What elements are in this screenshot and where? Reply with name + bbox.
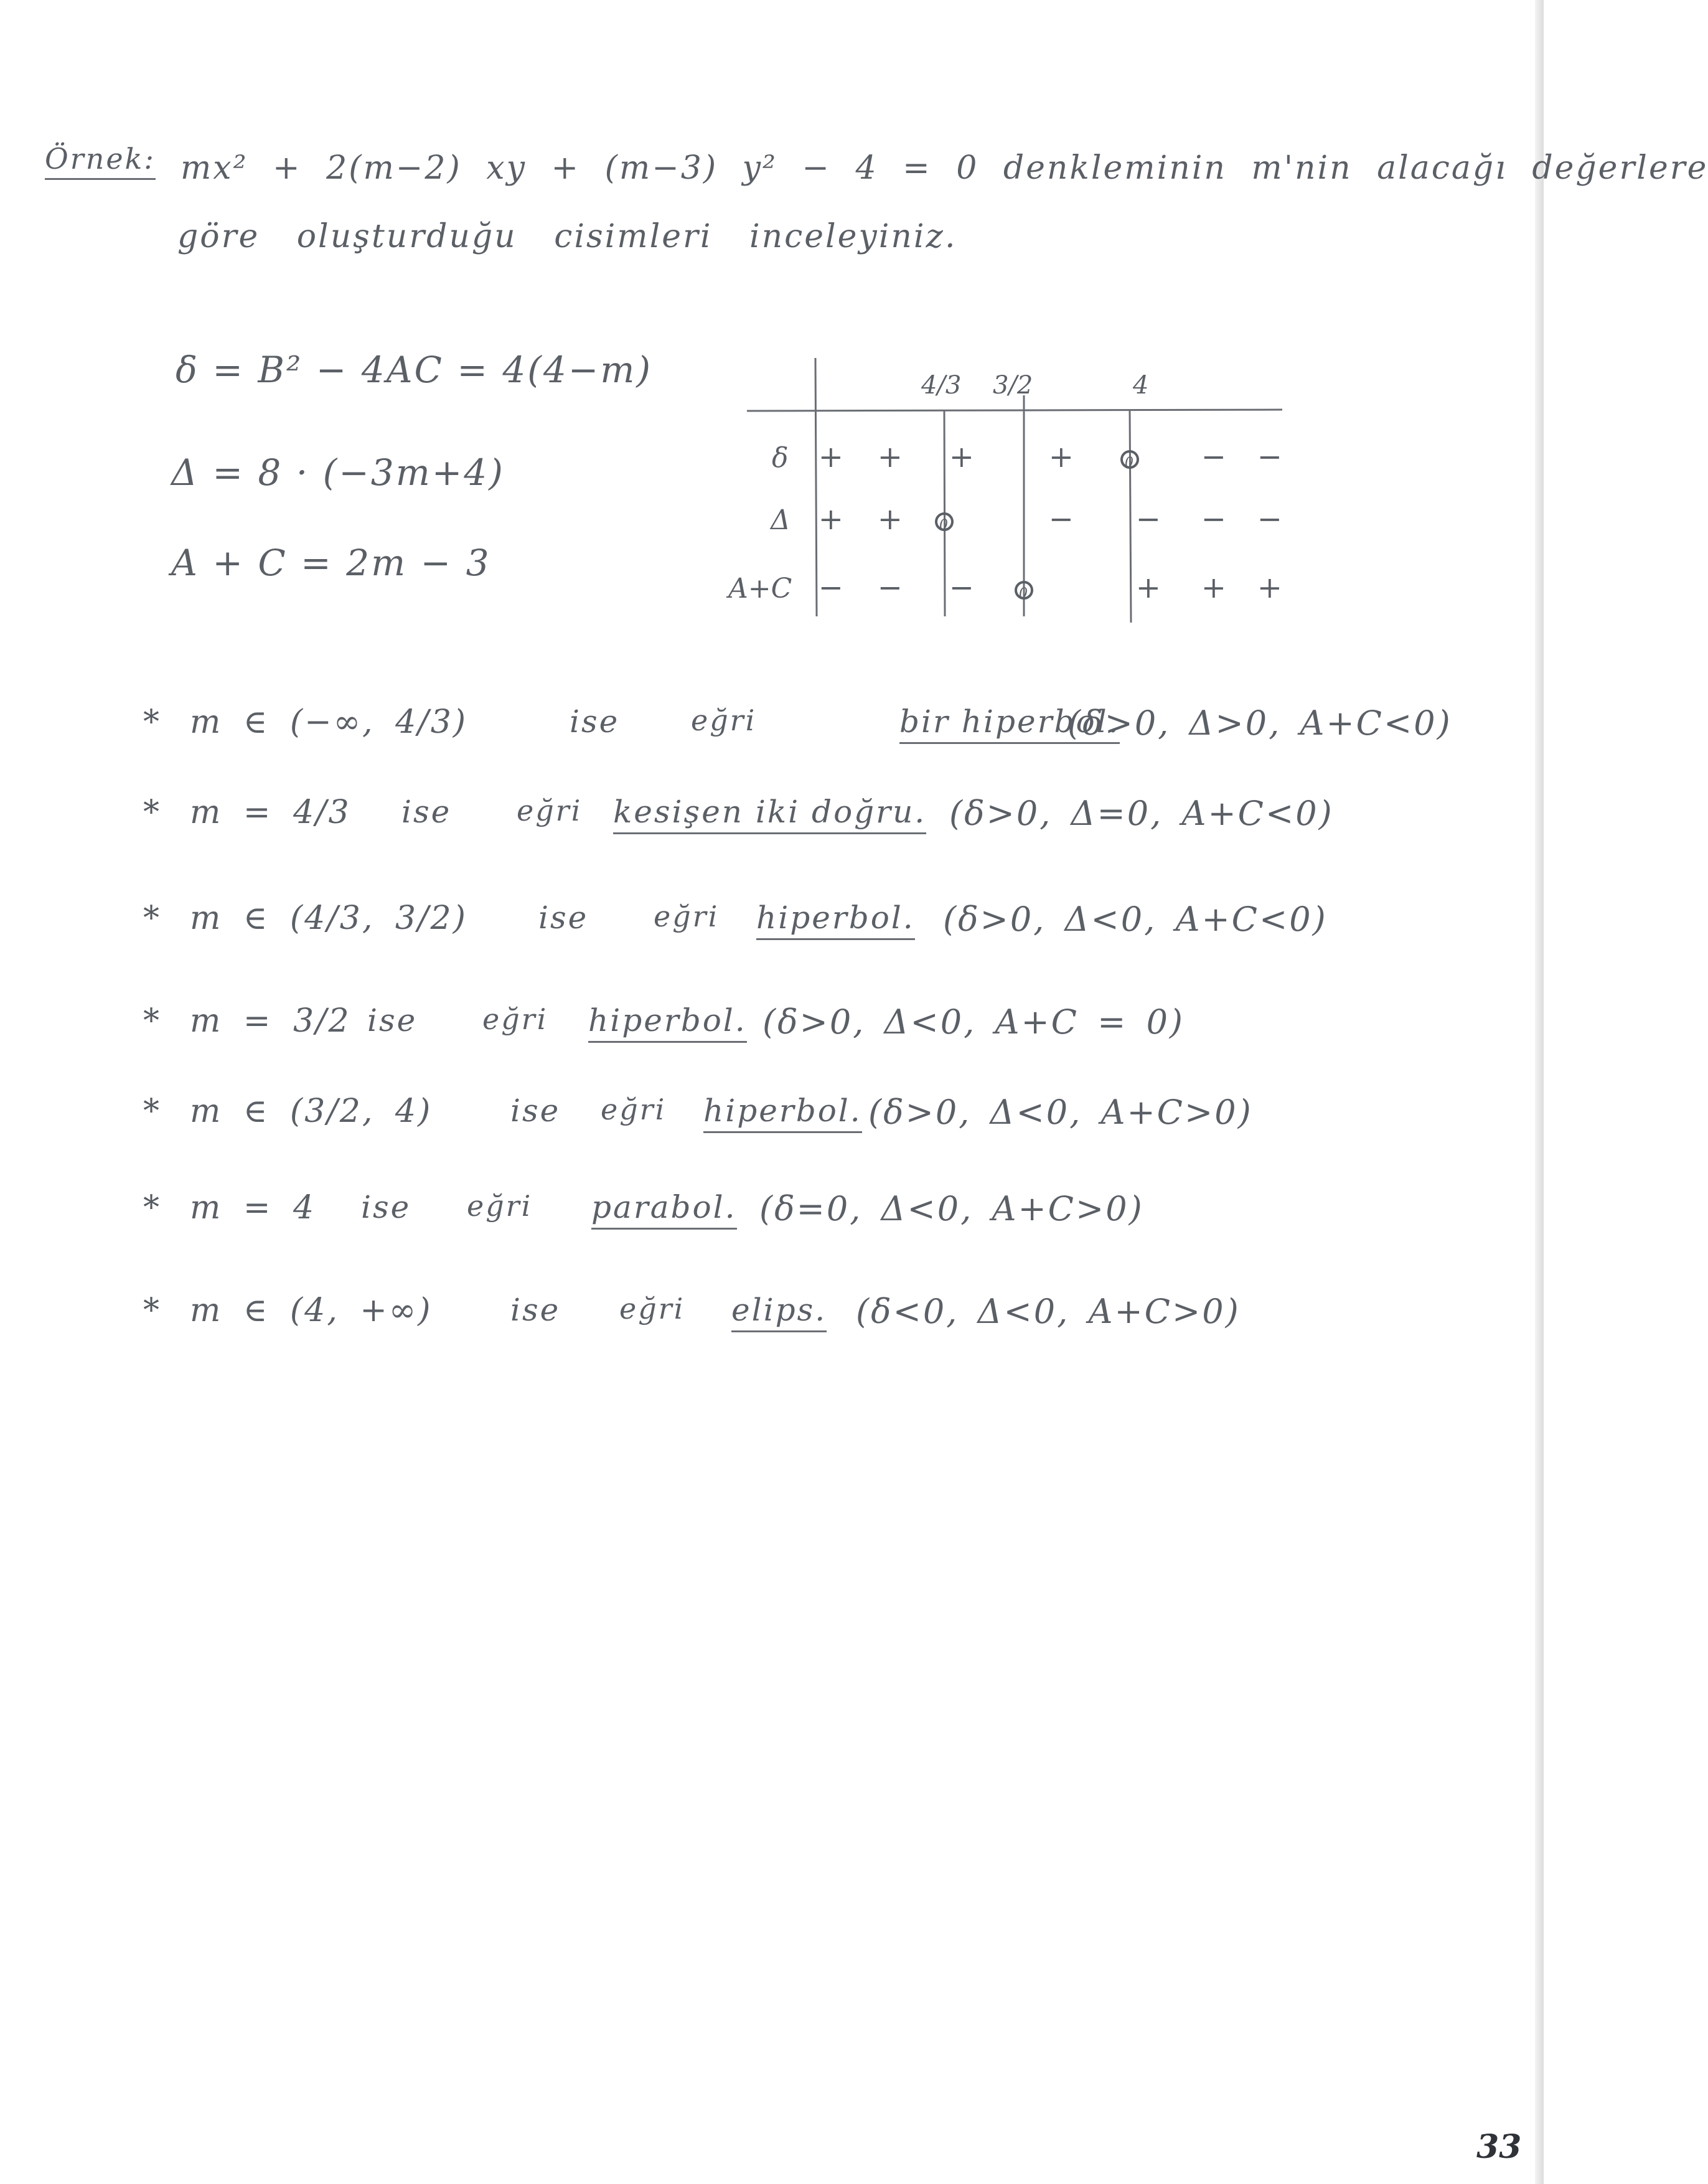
result-sign-conditions: (δ>0, Δ=0, A+C<0) — [949, 794, 1334, 833]
sign-row-label: δ — [772, 442, 789, 474]
table-axis-vertical — [815, 358, 817, 616]
sign-minus: − — [1257, 440, 1282, 474]
result-ise: ise — [401, 794, 452, 830]
sign-table — [710, 349, 1295, 629]
sign-plus: + — [818, 440, 843, 474]
sign-minus: − — [1201, 440, 1226, 474]
problem-line-2: göre oluşturduğu cisimleri inceleyiniz. — [177, 218, 957, 255]
sign-minus: − — [1257, 502, 1282, 537]
result-star: * — [143, 704, 159, 741]
result-egri: eğri — [467, 1189, 533, 1223]
result-star: * — [143, 1093, 159, 1130]
sign-minus: − — [1201, 502, 1226, 537]
sign-plus: + — [1201, 570, 1226, 605]
result-curve-type: bir hiperbol. — [899, 704, 1120, 744]
result-star: * — [143, 1189, 159, 1226]
result-star: * — [143, 1292, 159, 1329]
result-sign-conditions: (δ>0, Δ>0, A+C<0) — [1068, 704, 1452, 743]
result-condition: m = 3/2 — [190, 1002, 351, 1040]
sign-minus: − — [949, 570, 974, 605]
result-egri: eğri — [691, 704, 757, 737]
breakpoint-label: 4/3 — [921, 371, 962, 400]
result-star: * — [143, 794, 159, 831]
result-star: * — [143, 900, 159, 937]
result-ise: ise — [510, 1292, 561, 1328]
delta-equation: δ = B² − 4AC = 4(4−m) — [176, 349, 653, 391]
sign-zero: 0 — [939, 517, 948, 533]
result-curve-type: hiperbol. — [756, 900, 915, 940]
sign-plus: + — [1135, 570, 1161, 605]
result-egri: eğri — [601, 1093, 667, 1126]
result-row — [0, 1002, 1544, 1058]
sign-minus: − — [818, 570, 843, 605]
sign-plus: + — [877, 502, 903, 537]
result-row — [0, 1292, 1544, 1348]
result-condition: m ∈ (3/2, 4) — [190, 1093, 433, 1130]
result-ise: ise — [538, 900, 589, 936]
result-row — [0, 900, 1544, 956]
sign-zero: 0 — [1019, 586, 1028, 601]
breakpoint-label: 3/2 — [993, 371, 1033, 400]
result-curve-type: parabol. — [591, 1189, 737, 1230]
result-sign-conditions: (δ>0, Δ<0, A+C>0) — [868, 1093, 1253, 1132]
sign-minus: − — [1135, 502, 1161, 537]
page-number: 33 — [1476, 2128, 1522, 2166]
sign-plus: + — [1048, 440, 1074, 474]
result-egri: eğri — [517, 794, 583, 827]
result-curve-type: hiperbol. — [588, 1002, 747, 1043]
sign-row-label: Δ — [771, 504, 791, 536]
result-ise: ise — [510, 1093, 561, 1129]
sign-plus: + — [818, 502, 843, 537]
problem-line-1: mx² + 2(m−2) xy + (m−3) y² − 4 = 0 denkleminin m'nin alacağı değerlere — [181, 149, 1708, 187]
page-edge — [1535, 0, 1544, 2184]
result-sign-conditions: (δ>0, Δ<0, A+C<0) — [943, 900, 1328, 939]
sign-row-label: A+C — [728, 573, 792, 605]
big-delta-equation: Δ = 8 · (−3m+4) — [171, 451, 505, 494]
result-ise: ise — [570, 704, 620, 740]
sign-minus: − — [1048, 502, 1074, 537]
result-star: * — [143, 1002, 159, 1040]
table-axis-horizontal — [747, 410, 1282, 411]
result-row — [0, 704, 1544, 760]
result-sign-conditions: (δ>0, Δ<0, A+C = 0) — [762, 1002, 1185, 1042]
result-sign-conditions: (δ=0, Δ<0, A+C>0) — [759, 1189, 1144, 1228]
result-sign-conditions: (δ<0, Δ<0, A+C>0) — [856, 1292, 1241, 1331]
result-curve-type: kesişen iki doğru. — [613, 794, 926, 834]
sign-zero: 0 — [1125, 455, 1133, 471]
breakpoint-line-3 — [1130, 411, 1131, 623]
result-row — [0, 1093, 1544, 1149]
result-ise: ise — [367, 1002, 418, 1038]
result-condition: m ∈ (−∞, 4/3) — [190, 704, 468, 741]
result-curve-type: elips. — [731, 1292, 827, 1332]
example-label: Örnek: — [45, 142, 156, 180]
sign-plus: + — [1257, 570, 1282, 605]
sign-plus: + — [949, 440, 974, 474]
sign-plus: + — [877, 440, 903, 474]
result-egri: eğri — [619, 1292, 685, 1325]
result-row — [0, 1189, 1544, 1245]
result-curve-type: hiperbol. — [703, 1093, 862, 1133]
result-condition: m = 4/3 — [190, 794, 351, 831]
result-row — [0, 794, 1544, 850]
result-egri: eğri — [482, 1002, 548, 1036]
breakpoint-label: 4 — [1133, 371, 1149, 400]
result-egri: eğri — [654, 900, 720, 933]
result-ise: ise — [361, 1189, 411, 1225]
result-condition: m ∈ (4, +∞) — [190, 1292, 433, 1329]
result-condition: m ∈ (4/3, 3/2) — [190, 900, 467, 937]
result-condition: m = 4 — [190, 1189, 316, 1226]
a-plus-c-equation: A + C = 2m − 3 — [171, 542, 491, 584]
sign-minus: − — [877, 570, 903, 605]
